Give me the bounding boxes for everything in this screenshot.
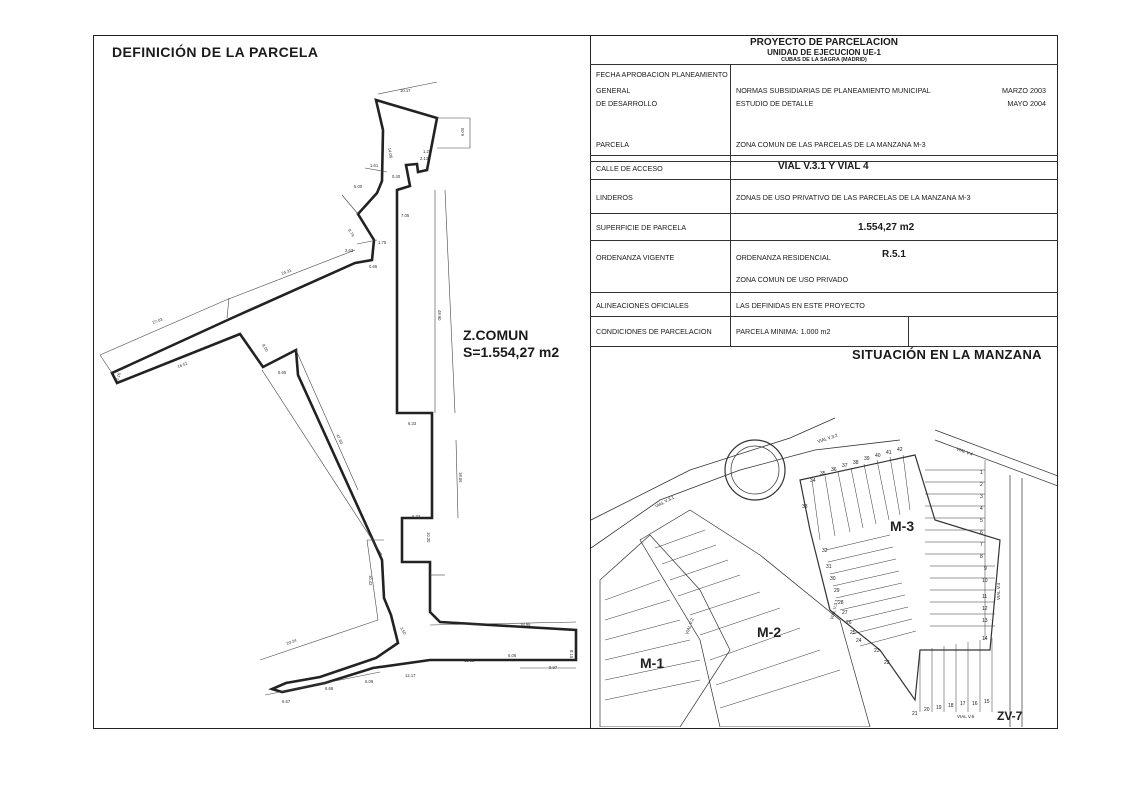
svg-text:37: 37 [842,463,848,469]
parcel-definition-title: DEFINICIÓN DE LA PARCELA [112,44,319,60]
site-plan [591,365,1057,727]
svg-text:12: 12 [982,606,988,612]
row-condiciones [590,317,1058,347]
situation-title: SITUACIÓN EN LA MANZANA [852,347,1042,362]
svg-text:2: 2 [980,482,983,488]
svg-text:8: 8 [980,554,983,560]
svg-text:36: 36 [831,467,837,473]
project-location: CUBAS DE LA SAGRA (MADRID) [781,57,867,63]
condiciones-label: CONDICIONES DE PARCELACION [596,327,712,336]
svg-text:1.61: 1.61 [370,163,379,168]
title-header [590,35,1058,65]
svg-text:5: 5 [980,518,983,524]
svg-text:41: 41 [886,450,892,456]
svg-text:1.25: 1.25 [423,149,432,154]
ordenanza-value: ORDENANZA RESIDENCIAL [736,253,831,262]
svg-text:11: 11 [982,594,988,600]
general-date: MARZO 2003 [1002,86,1046,95]
condiciones-value: PARCELA MINIMA: 1.000 m2 [736,327,831,336]
svg-text:20: 20 [924,707,930,713]
row-ordenanza [590,241,1058,293]
svg-text:24: 24 [856,638,862,644]
ordenanza-label: ORDENANZA VIGENTE [596,253,675,262]
svg-text:13: 13 [982,618,988,624]
svg-text:9: 9 [984,566,987,572]
svg-text:ZV-7: ZV-7 [997,709,1023,723]
svg-text:18.96: 18.96 [520,622,531,627]
svg-text:22: 22 [884,660,890,666]
desarrollo-date: MAYO 2004 [1007,99,1046,108]
linderos-value: ZONAS DE USO PRIVATIVO DE LAS PARCELAS DE LA MANZANA M-3 [736,193,971,202]
svg-text:39: 39 [864,456,870,462]
general-value: NORMAS SUBSIDIARIAS DE PLANEAMIENTO MUNICIPAL [736,86,931,95]
svg-text:8.74: 8.74 [347,228,356,238]
svg-text:VIAL V.3.1: VIAL V.3.1 [829,598,840,621]
project-title: PROYECTO DE PARCELACION [750,37,898,48]
calle-label: CALLE DE ACCESO [596,164,663,173]
svg-text:17: 17 [960,701,966,707]
zone-area: S=1.554,27 m2 [463,344,560,360]
svg-text:10.20: 10.20 [426,532,431,543]
svg-text:8.15: 8.15 [569,650,574,659]
svg-text:30: 30 [830,576,836,582]
svg-text:3.50: 3.50 [399,626,408,636]
svg-text:32: 32 [822,548,828,554]
alineaciones-value: LAS DEFINIDAS EN ESTE PROYECTO [736,301,865,310]
svg-text:6.67: 6.67 [282,699,291,704]
svg-text:0.40: 0.40 [392,174,401,179]
svg-text:31: 31 [826,564,832,570]
svg-text:6.33: 6.33 [412,514,421,519]
svg-text:14.06: 14.06 [387,147,394,159]
row-alineaciones [590,293,1058,317]
svg-text:VIAL V.3.2: VIAL V.3.2 [816,432,839,444]
row-parcela [590,132,1058,156]
svg-text:23: 23 [874,648,880,654]
svg-text:7: 7 [980,542,983,548]
parcela-label: PARCELA [596,140,630,149]
svg-text:26: 26 [846,620,852,626]
svg-text:6.09: 6.09 [365,679,374,684]
svg-text:7.05: 7.05 [401,213,410,218]
svg-text:18: 18 [948,703,954,709]
linderos-label: LINDEROS [596,193,633,202]
svg-text:3: 3 [980,494,983,500]
svg-text:2.63: 2.63 [345,248,354,253]
svg-text:27: 27 [842,610,848,616]
svg-text:9.97: 9.97 [549,665,558,670]
svg-text:VIAL V.4: VIAL V.4 [955,446,974,457]
svg-text:VIAL V.4: VIAL V.4 [996,582,1001,600]
svg-text:12.17: 12.17 [405,673,416,678]
svg-text:34: 34 [810,478,816,484]
svg-text:1.75: 1.75 [378,240,387,245]
general-label: GENERAL [596,86,631,95]
svg-text:24.31: 24.31 [280,267,293,276]
cell-divider [908,317,909,347]
svg-text:48.90: 48.90 [437,310,442,321]
svg-text:18.06: 18.06 [458,472,463,483]
svg-text:VIAL V.3.1: VIAL V.3.1 [654,494,675,509]
svg-text:4: 4 [980,506,983,512]
svg-text:19: 19 [936,705,942,711]
svg-text:33: 33 [802,504,808,510]
svg-text:10.17: 10.17 [400,88,411,93]
svg-text:2.13: 2.13 [420,156,429,161]
svg-text:14: 14 [982,636,988,642]
svg-text:28: 28 [838,600,844,606]
svg-text:15: 15 [984,699,990,705]
svg-text:6: 6 [980,530,983,536]
svg-text:25: 25 [850,630,856,636]
svg-text:16: 16 [972,701,978,707]
superficie-value: 1.554,27 m2 [858,222,915,233]
svg-text:47.60: 47.60 [335,433,345,445]
svg-text:10.42: 10.42 [368,575,373,586]
svg-text:5.00: 5.00 [354,184,363,189]
svg-text:27.03: 27.03 [151,316,164,325]
calle-value: VIAL V.3.1 Y VIAL 4 [778,161,869,172]
superficie-label: SUPERFICIE DE PARCELA [596,223,687,232]
svg-text:21: 21 [912,711,918,717]
parcel-plan [93,35,590,729]
parcel-outline [112,100,576,692]
svg-text:VIAL V.2: VIAL V.2 [684,617,695,636]
ordenanza-code: R.5.1 [882,249,906,260]
svg-text:6.06: 6.06 [508,653,517,658]
row-linderos [590,180,1058,214]
zone-name: Z.COMUN [463,327,529,343]
svg-text:0.65: 0.65 [369,264,378,269]
svg-text:M-3: M-3 [890,518,915,534]
svg-text:42: 42 [897,447,903,453]
svg-text:6.33: 6.33 [408,421,417,426]
svg-text:3.16: 3.16 [114,371,122,382]
svg-text:35: 35 [820,471,826,477]
title-block [590,35,1058,347]
svg-text:10: 10 [982,578,988,584]
svg-text:M-1: M-1 [640,655,665,671]
svg-text:VIAL V.6: VIAL V.6 [957,714,975,719]
svg-text:29: 29 [834,588,840,594]
project-subtitle: UNIDAD DE EJECUCION UE-1 [767,48,881,57]
svg-text:40: 40 [875,453,881,459]
svg-text:1: 1 [980,470,983,476]
svg-text:6.66: 6.66 [325,686,334,691]
svg-text:11.55: 11.55 [464,658,475,663]
svg-text:8.00: 8.00 [261,343,270,353]
svg-text:M-2: M-2 [757,624,782,640]
alineaciones-label: ALINEACIONES OFICIALES [596,301,689,310]
svg-text:20.24: 20.24 [285,637,298,646]
parcela-value: ZONA COMUN DE LAS PARCELAS DE LA MANZANA M-3 [736,140,926,149]
row-superficie [590,214,1058,241]
ordenanza-zone: ZONA COMUN DE USO PRIVADO [736,275,849,284]
svg-text:5.65: 5.65 [278,370,287,375]
fecha-label: FECHA APROBACION PLANEAMIENTO [596,70,728,79]
desarrollo-value: ESTUDIO DE DETALLE [736,99,814,108]
desarrollo-label: DE DESARROLLO [596,99,658,108]
zone-label [463,327,559,361]
svg-text:38: 38 [853,460,859,466]
svg-text:6.00: 6.00 [460,127,465,136]
svg-text:16.51: 16.51 [176,360,189,369]
row-calle [590,156,1058,180]
